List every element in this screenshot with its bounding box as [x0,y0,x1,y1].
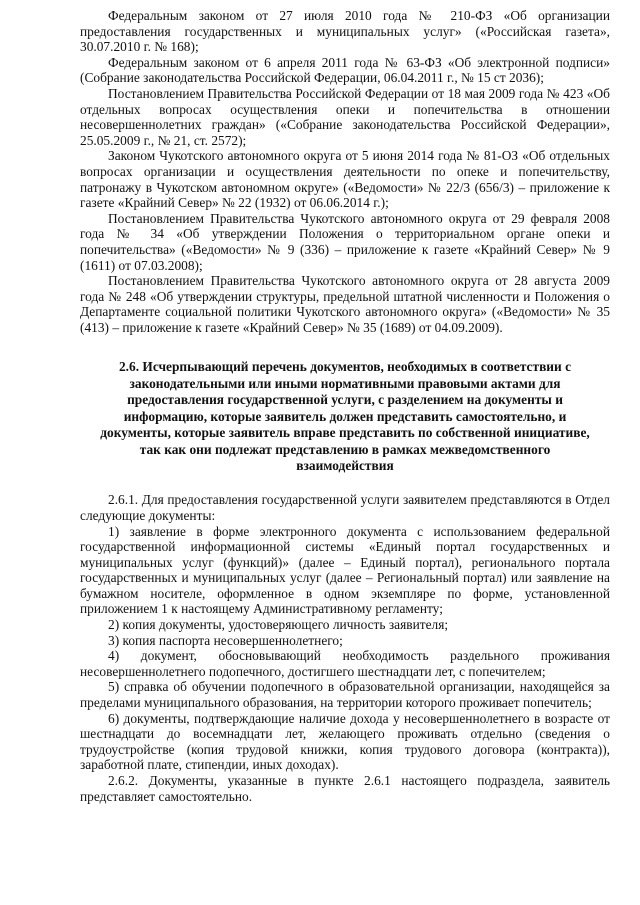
law-reference-chao-34: Постановлением Правительства Чукотского автономного округа от 29 февраля 2008 года № 34 «Об утверждении Положения о территориальном органе опеки и попечительства» («Ведомости» № 9 (336) – приложение к газете «Крайний Север» № 9 (1611) от 07.03.2008); [80,210,610,273]
document-item-6: 6) документы, подтверждающие наличие дохода у несовершеннолетнего в возрасте от шестнадцати до восемнадцати лет, желающего проживать отдельно (сведения о трудоустройстве (копия трудовой книжки, копия трудового договора (контракта)), заработной плате, стипендии, иных доходах). [80,710,610,773]
law-reference-fz-63: Федеральным законом от 6 апреля 2011 года № 63-ФЗ «Об электронной подписи» (Собрание законодательства Российской Федерации, 06.04.2011 г., № 15 ст 2036); [80,54,610,86]
law-reference-chao-81: Законом Чукотского автономного округа от 5 июня 2014 года № 81-ОЗ «Об отдельных вопросах организации и осуществления деятельности по опеке и попечительству, патронажу в Чукотском автономном округе» («Ведомости» № 22/3 (656/3) – приложение к газете «Крайний Север» № 22 (1932) от 06.06.2014 г.); [80,148,610,211]
document-item-3: 3) копия паспорта несовершеннолетнего; [108,632,343,648]
law-reference-fz-210: Федеральным законом от 27 июля 2010 года № 210-ФЗ «Об организации предоставления государственных и муниципальных услуг» («Российская газета», 30.07.2010 г. № 168); [80,8,610,55]
document-item-2: 2) копия документы, удостоверяющего личность заявителя; [108,617,449,633]
section-heading-2-6: 2.6. Исчерпывающий перечень документов, необходимых в соответствии с законодательными или иными нормативными правовыми актами для предоставления государственной услуги, с разделением на документы и информацию, которые заявитель должен представить самостоятельно, и документы, которые заявитель вправе представить по собственной инициативе, так как они подлежат представлению в рамках межведомственного взаимодействия [100,359,590,473]
document-item-4: 4) документ, обосновывающий необходимость раздельного проживания несовершеннолетнего подопечного, достигшего шестнадцати лет, с попечителем; [80,648,610,679]
document-item-5: 5) справка об обучении подопечного в образовательной организации, находящейся за пределами муниципального образования, на территории которого проживает попечитель; [80,679,610,711]
document-page [80,8,610,804]
clause-2-6-2: 2.6.2. Документы, указанные в пункте 2.6.1 настоящего подраздела, заявитель представляет самостоятельно. [80,773,610,804]
document-item-1: 1) заявление в форме электронного документа с использованием федеральной государственной информационной системы «Единый портал государственных и муниципальных услуг (функций)» (далее – Единый портал), регионального портала государственных и муниципальных услуг (далее – Региональный портал) или заявление на бумажном носителе, оформленное в одном экземпляре по форме, установленной приложением 1 к настоящему Административному регламенту; [80,523,610,617]
clause-2-6-1-intro: 2.6.1. Для предоставления государственной услуги заявителем представляются в Отдел следующие документы: [80,492,610,523]
law-reference-chao-248: Постановлением Правительства Чукотского автономного округа от 28 августа 2009 года № 248 «Об утверждении структуры, предельной штатной численности и Положения о Департаменте социальной политики Чукотского автономного округа» («Ведомости» № 35 (413) – приложение к газете «Крайний Север» № 35 (1689) от 04.09.2009). [80,273,610,335]
law-reference-rf-423: Постановлением Правительства Российской Федерации от 18 мая 2009 года № 423 «Об отдельных вопросах осуществления опеки и попечительства в отношении несовершеннолетних граждан» («Собрание законодательства Российской Федерации», 25.05.2009 г., № 21, ст. 2572); [80,85,610,148]
